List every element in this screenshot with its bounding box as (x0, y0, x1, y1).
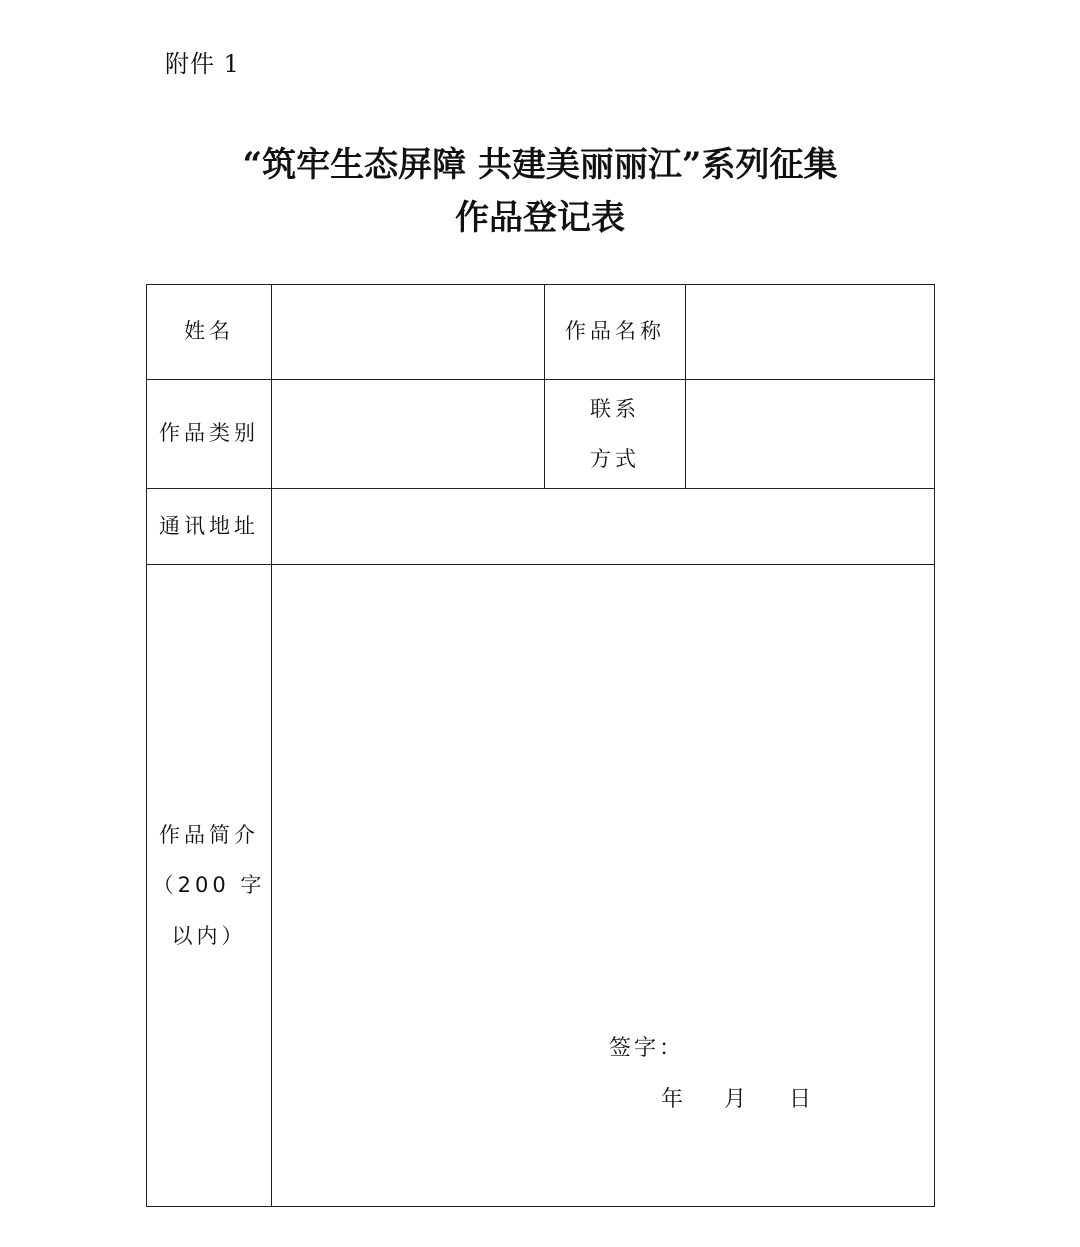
category-label-text: 作品类别 (159, 421, 259, 446)
work-name-label-text: 作品名称 (565, 319, 665, 344)
table-border-bottom (146, 1206, 935, 1207)
address-field[interactable] (272, 489, 934, 564)
intro-label-line2: （200 字 (152, 873, 266, 898)
contact-label-line1: 联系 (590, 396, 640, 421)
category-field[interactable] (272, 380, 544, 488)
date-month-label: 月 (724, 1087, 747, 1112)
name-label-text: 姓名 (184, 319, 234, 344)
name-field[interactable] (272, 285, 544, 379)
attachment-label: 附件 1 (165, 50, 240, 78)
intro-label-line3: 以内） (171, 923, 247, 948)
work-name-label (545, 285, 685, 379)
intro-field[interactable] (272, 565, 934, 1206)
signature-label: 签字： (609, 1036, 685, 1061)
category-label (147, 380, 271, 488)
contact-label-line2: 方式 (590, 447, 640, 471)
table-border-right (934, 284, 935, 1207)
address-label (147, 489, 271, 564)
date-year-label: 年 (661, 1087, 684, 1112)
name-label (147, 285, 271, 379)
work-name-field[interactable] (686, 285, 934, 379)
address-label-text: 通讯地址 (159, 513, 259, 538)
page-title: “筑牢生态屏障 共建美丽丽江”系列征集 (242, 145, 838, 185)
page-subtitle: 作品登记表 (455, 198, 625, 238)
contact-field[interactable] (686, 380, 934, 488)
contact-label (545, 380, 685, 488)
date-day-label: 日 (789, 1087, 812, 1112)
intro-label-line1: 作品简介 (159, 822, 259, 847)
intro-label (147, 565, 271, 1206)
